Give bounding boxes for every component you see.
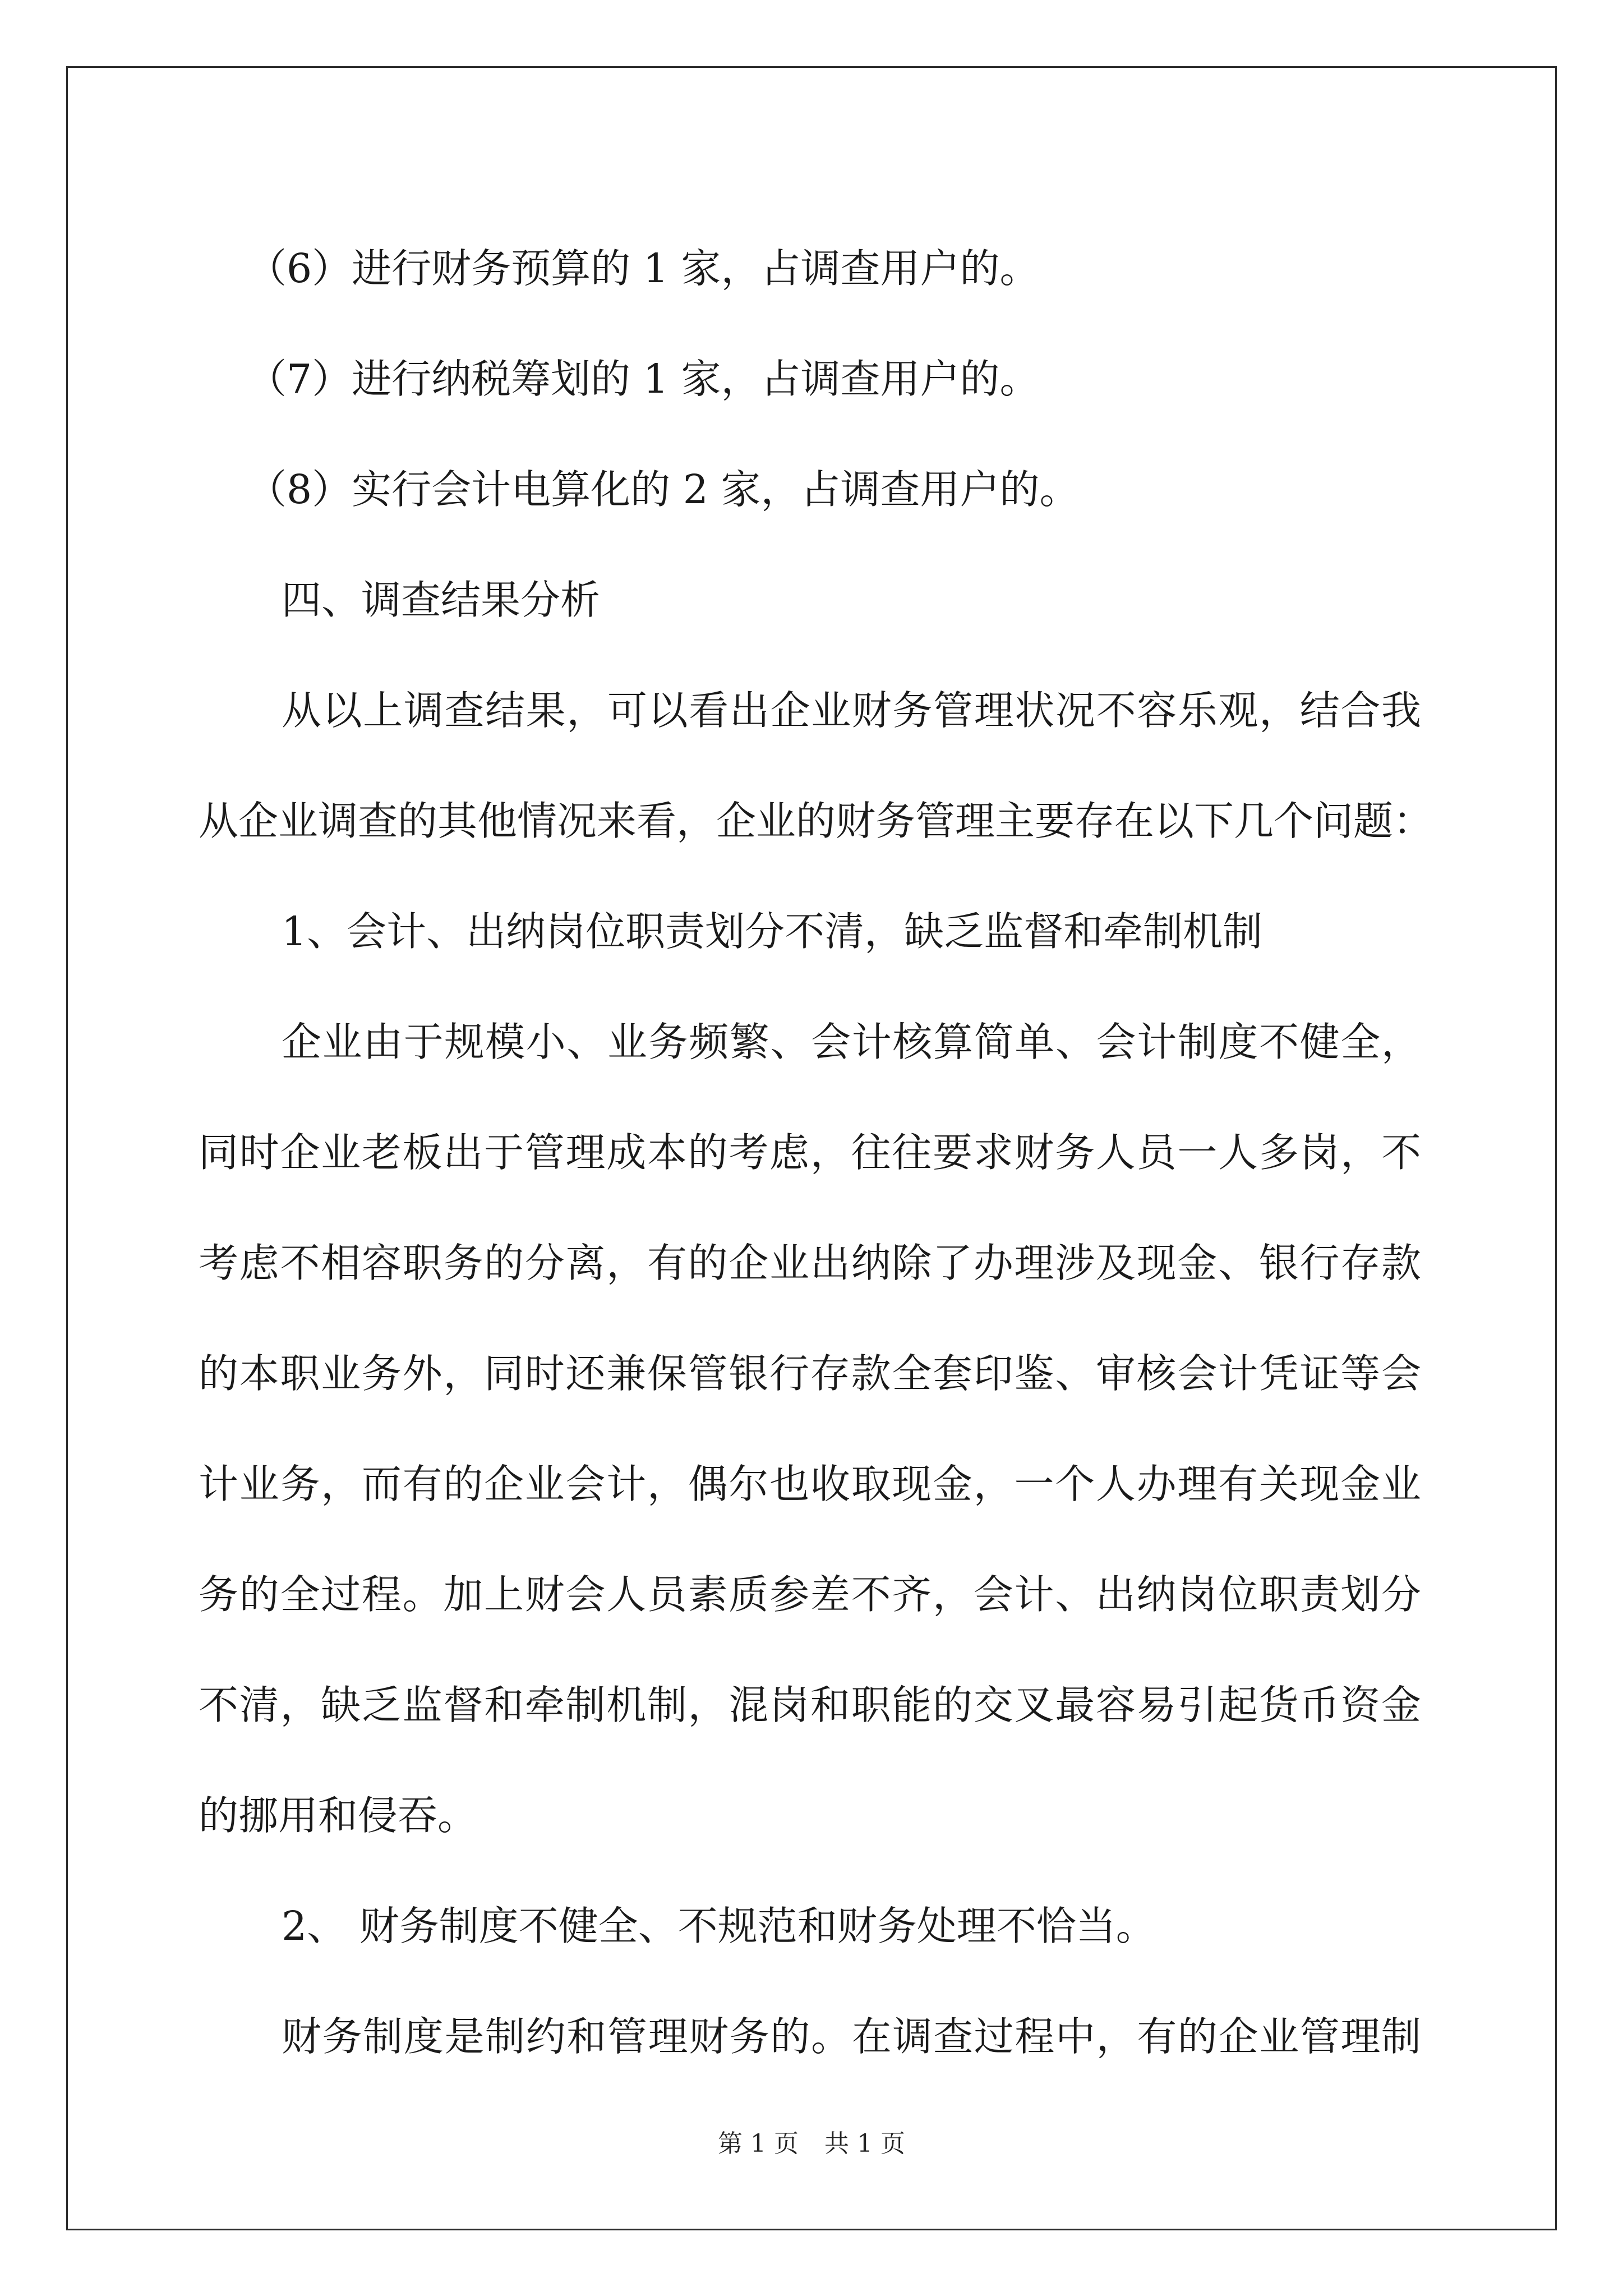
subheading: 1、会计、出纳岗位职责划分不清，缺乏监督和牵制机制 [282,908,1263,955]
paragraph-line: 的挪用和侵吞。 [199,1792,478,1839]
paragraph-line: 同时企业老板出于管理成本的考虑，往往要求财务人员一人多岗，不 [199,1129,1421,1176]
page-footer [0,2127,1623,2161]
paragraph-line: 财务制度是制约和管理财务的。在调查过程中，有的企业管理制 [282,2013,1421,2060]
paragraph-line: 不清，缺乏监督和牵制机制，混岗和职能的交叉最容易引起货币资金 [199,1682,1421,1728]
paragraph-line: 从企业调查的其他情况来看，企业的财务管理主要存在以下几个问题： [199,798,1433,844]
subheading: 2、 财务制度不健全、不规范和财务处理不恰当。 [282,1903,1156,1949]
list-item-6: （6）进行财务预算的 1 家，占调查用户的。 [247,245,1040,292]
document-body [199,213,1433,2092]
page-number: 第 1 页 [718,2129,799,2158]
paragraph-line: 考虑不相容职务的分离，有的企业出纳除了办理涉及现金、银行存款 [199,1240,1421,1286]
paragraph-line: 企业由于规模小、业务频繁、会计核算简单、会计制度不健全， [282,1019,1421,1065]
list-item-7: （7）进行纳税筹划的 1 家，占调查用户的。 [247,356,1040,402]
section-heading: 四、调查结果分析 [282,577,601,623]
paragraph-line: 的本职业务外，同时还兼保管银行存款全套印鉴、审核会计凭证等会 [199,1350,1421,1397]
list-item-8: （8）实行会计电算化的 2 家，占调查用户的。 [247,466,1080,513]
paragraph-line: 计业务，而有的企业会计，偶尔也收取现金，一个人办理有关现金业 [199,1461,1421,1507]
paragraph-line: 从以上调查结果，可以看出企业财务管理状况不容乐观，结合我 [282,687,1421,734]
page-total: 共 1 页 [824,2129,905,2158]
paragraph-line: 务的全过程。加上财会人员素质参差不齐，会计、出纳岗位职责划分 [199,1571,1421,1618]
